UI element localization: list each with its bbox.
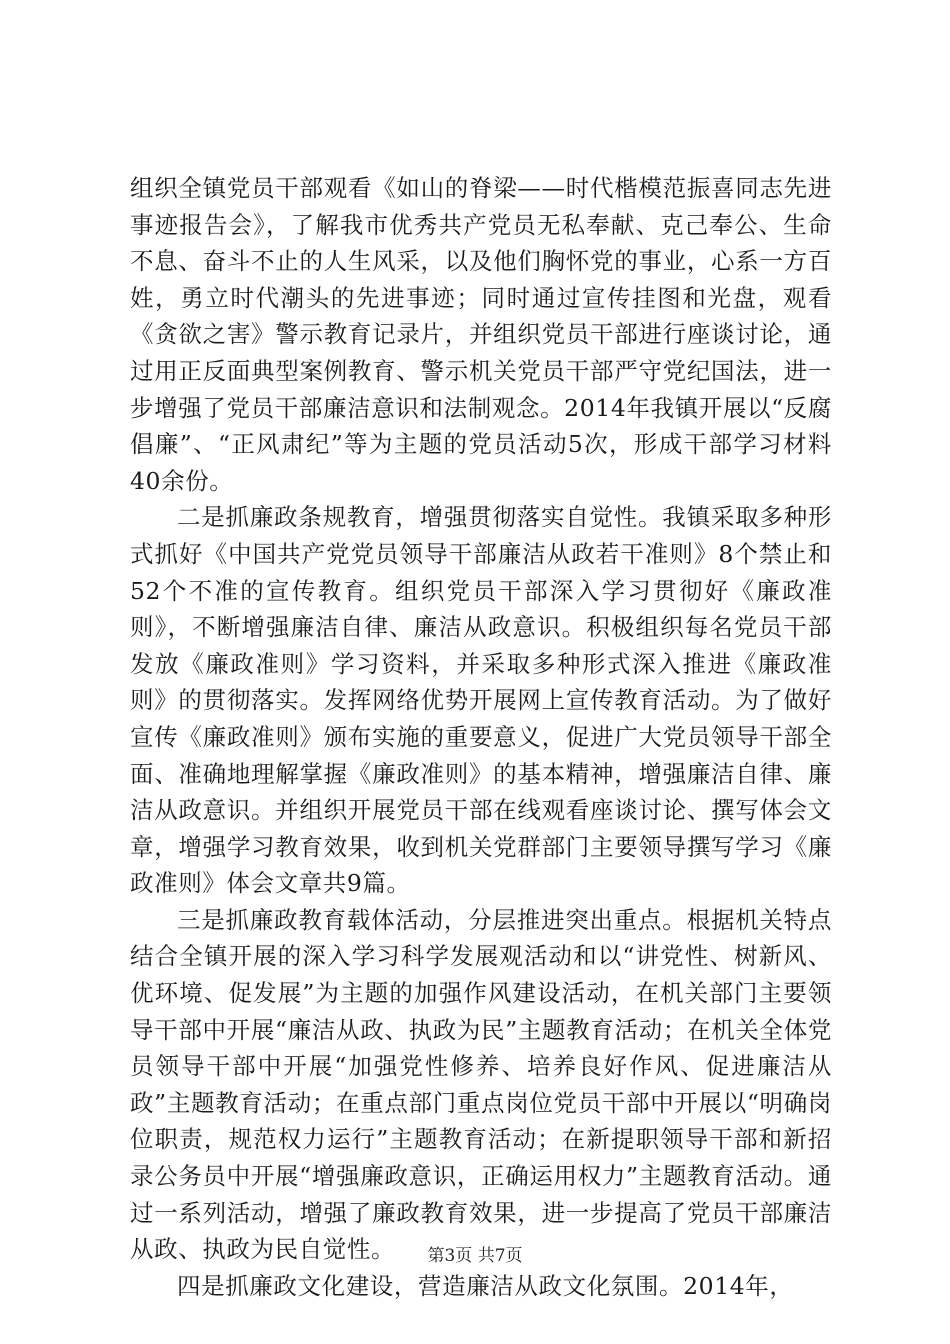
paragraph-3: 三是抓廉政教育载体活动，分层推进突出重点。根据机关特点结合全镇开展的深入学习科学发展观活动和以“讲党性、树新风、优环境、促发展”为主题的加强作风建设活动，在机关部门主要领导干部中开展“廉洁从政、执政为民”主题教育活动；在机关全体党员领导干部中开展“加强党性修养、培养良好作风、促进廉洁从政”主题教育活动；在重点部门重点岗位党员干部中开展以“明确岗位职责，规范权力运行”主题教育活动；在新提职领导干部和新招录公务员中开展“增强廉政意识，正确运用权力”主题教育活动。通过一系列活动，增强了廉政教育效果，进一步提高了党员干部廉洁从政、执政为民自觉性。 xyxy=(130,905,832,1264)
document-body xyxy=(130,170,832,1304)
page-number-footer: 第3页 共7页 xyxy=(427,1246,523,1266)
paragraph-4: 四是抓廉政文化建设，营造廉洁从政文化氛围。2014年， xyxy=(177,1271,794,1300)
paragraph-2: 二是抓廉政条规教育，增强贯彻落实自觉性。我镇采取多种形式抓好《中国共产党党员领导干部廉洁从政若干准则》8个禁止和52个不准的宣传教育。组织党员干部深入学习贯彻好《廉政准则》，不断增强廉洁自律、廉洁从政意识。积极组织每名党员干部发放《廉政准则》学习资料，并采取多种形式深入推进《廉政准则》的贯彻落实。发挥网络优势开展网上宣传教育活动。为了做好宣传《廉政准则》颁布实施的重要意义，促进广大党员领导干部全面、准确地理解掌握《廉政准则》的基本精神，增强廉洁自律、廉洁从政意识。并组织开展党员干部在线观看座谈讨论、撰写体会文章，增强学习教育效果，收到机关党群部门主要领导撰写学习《廉政准则》体会文章共9篇。 xyxy=(130,503,832,898)
paragraph-1: 组织全镇党员干部观看《如山的脊梁——时代楷模范振喜同志先进事迹报告会》，了解我市优秀共产党员无私奉献、克己奉公、生命不息、奋斗不止的人生风采，以及他们胸怀党的事业，心系一方百姓，勇立时代潮头的先进事迹；同时通过宣传挂图和光盘，观看《贪欲之害》警示教育记录片，并组织党员干部进行座谈讨论，通过用正反面典型案例教育、警示机关党员干部严守党纪国法，进一步增强了党员干部廉洁意识和法制观念。2014年我镇开展以“反腐倡廉”、“正风肃纪”等为主题的党员活动5次，形成干部学习材料40余份。 xyxy=(130,174,832,495)
